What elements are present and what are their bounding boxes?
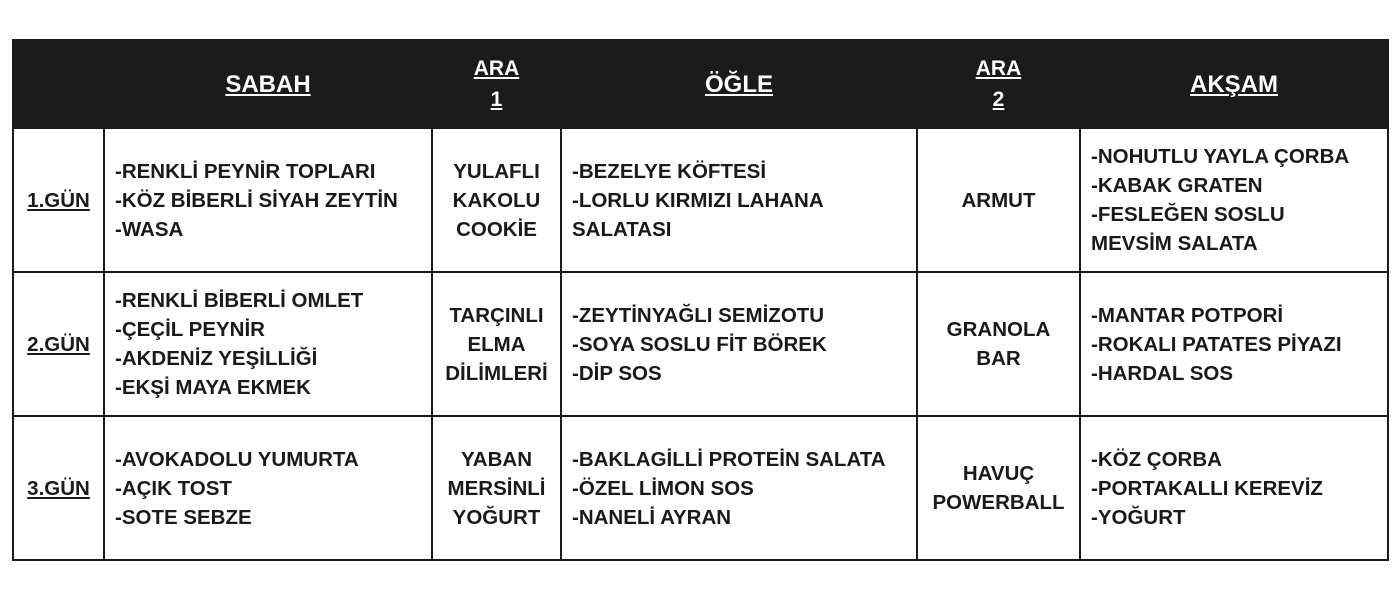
meal-cell-sabah (104, 272, 432, 416)
meal-cell-ogle (561, 416, 917, 560)
meal-cell-aksam (1080, 272, 1388, 416)
meal-cell-ara2 (917, 272, 1080, 416)
meal-item-line: SALATASI (572, 217, 672, 241)
meal-item-line: -YOĞURT (1091, 505, 1186, 529)
meal-item-line: TARÇINLI (449, 303, 544, 327)
meal-plan-body (13, 128, 1388, 560)
meal-item-line: -EKŞİ MAYA EKMEK (115, 376, 311, 399)
meal-item-line: -ÖZEL LİMON SOS (572, 476, 754, 500)
meal-item-line: -BAKLAGİLLİ PROTEİN SALATA (572, 447, 886, 471)
day-label: 3.GÜN (13, 416, 104, 560)
meal-item-line: DİLİMLERİ (445, 361, 548, 385)
meal-item-line: COOKİE (456, 217, 537, 241)
header-ogle: ÖĞLE (561, 40, 917, 128)
meal-item-line: YABAN (460, 447, 532, 471)
meal-item-line: -KÖZ ÇORBA (1091, 447, 1222, 471)
meal-item-line: MERSİNLİ (447, 476, 546, 500)
meal-item-line: -KÖZ BİBERLİ SİYAH ZEYTİN (115, 188, 398, 212)
meal-item-line: ELMA (467, 332, 526, 356)
meal-item-line: -LORLU KIRMIZI LAHANA (572, 188, 824, 212)
header-row (13, 40, 1388, 128)
meal-item-line: -WASA (115, 217, 184, 241)
meal-item-line: -DİP SOS (572, 361, 662, 385)
meal-item-line: -PORTAKALLI KEREVİZ (1091, 476, 1323, 500)
header-sabah: SABAH (104, 40, 432, 128)
meal-item-line: -NOHUTLU YAYLA ÇORBA (1091, 145, 1350, 168)
meal-cell-ara2 (917, 416, 1080, 560)
meal-cell-sabah (104, 416, 432, 560)
meal-cell-sabah (104, 128, 432, 272)
header-ara-2-line-1: ARA (975, 57, 1022, 80)
meal-item-line: BAR (976, 347, 1021, 370)
day-label: 1.GÜN (13, 128, 104, 272)
meal-cell-ara2 (917, 128, 1080, 272)
header-ara-1 (432, 40, 561, 128)
meal-item-line: YULAFLI (453, 159, 540, 183)
header-ara-2 (917, 40, 1080, 128)
meal-item-line: -RENKLİ BİBERLİ OMLET (115, 289, 364, 312)
meal-cell-ara1 (432, 272, 561, 416)
meal-plan-table (12, 39, 1389, 561)
meal-item-line: -AVOKADOLU YUMURTA (115, 447, 359, 471)
meal-item-line: -SOYA SOSLU FİT BÖREK (572, 332, 827, 356)
meal-item-line: YOĞURT (452, 505, 541, 529)
meal-cell-ara1 (432, 416, 561, 560)
meal-item-line: -ROKALI PATATES PİYAZI (1091, 332, 1342, 356)
header-ara-2-line-2: 2 (992, 88, 1005, 111)
header-corner-cell (13, 40, 104, 128)
header-ara-1-line-2: 1 (490, 88, 503, 111)
meal-item-line: -BEZELYE KÖFTESİ (572, 159, 767, 183)
meal-cell-ara1 (432, 128, 561, 272)
meal-item-line: HAVUÇ (962, 462, 1035, 485)
meal-cell-ogle (561, 272, 917, 416)
meal-item-line: -KABAK GRATEN (1091, 174, 1263, 197)
meal-item-line: -NANELİ AYRAN (572, 505, 732, 529)
day-row (13, 416, 1388, 560)
meal-item-line: -ZEYTİNYAĞLI SEMİZOTU (572, 303, 825, 327)
meal-item-line: -ÇEÇİL PEYNİR (115, 318, 265, 341)
meal-item-line: MEVSİM SALATA (1091, 232, 1258, 255)
meal-cell-aksam (1080, 128, 1388, 272)
meal-cell-aksam (1080, 416, 1388, 560)
header-aksam: AKŞAM (1080, 40, 1388, 128)
meal-item-line: -AKDENİZ YEŞİLLİĞİ (115, 347, 318, 370)
meal-item-line: POWERBALL (932, 491, 1065, 514)
meal-item-line: -SOTE SEBZE (115, 505, 252, 529)
day-row (13, 128, 1388, 272)
meal-item-line: -AÇIK TOST (115, 476, 232, 500)
meal-item-line: KAKOLU (452, 188, 541, 212)
header-ara-1-line-1: ARA (473, 57, 520, 80)
day-label: 2.GÜN (13, 272, 104, 416)
meal-item-line: -FESLEĞEN SOSLU (1091, 203, 1285, 226)
meal-item-line: -MANTAR POTPORİ (1091, 303, 1284, 327)
meal-cell-ogle (561, 128, 917, 272)
meal-item-line: GRANOLA (946, 318, 1051, 341)
meal-item-line: -HARDAL SOS (1091, 361, 1233, 385)
day-row (13, 272, 1388, 416)
meal-item-line: ARMUT (961, 188, 1036, 212)
meal-item-line: -RENKLİ PEYNİR TOPLARI (115, 159, 376, 183)
